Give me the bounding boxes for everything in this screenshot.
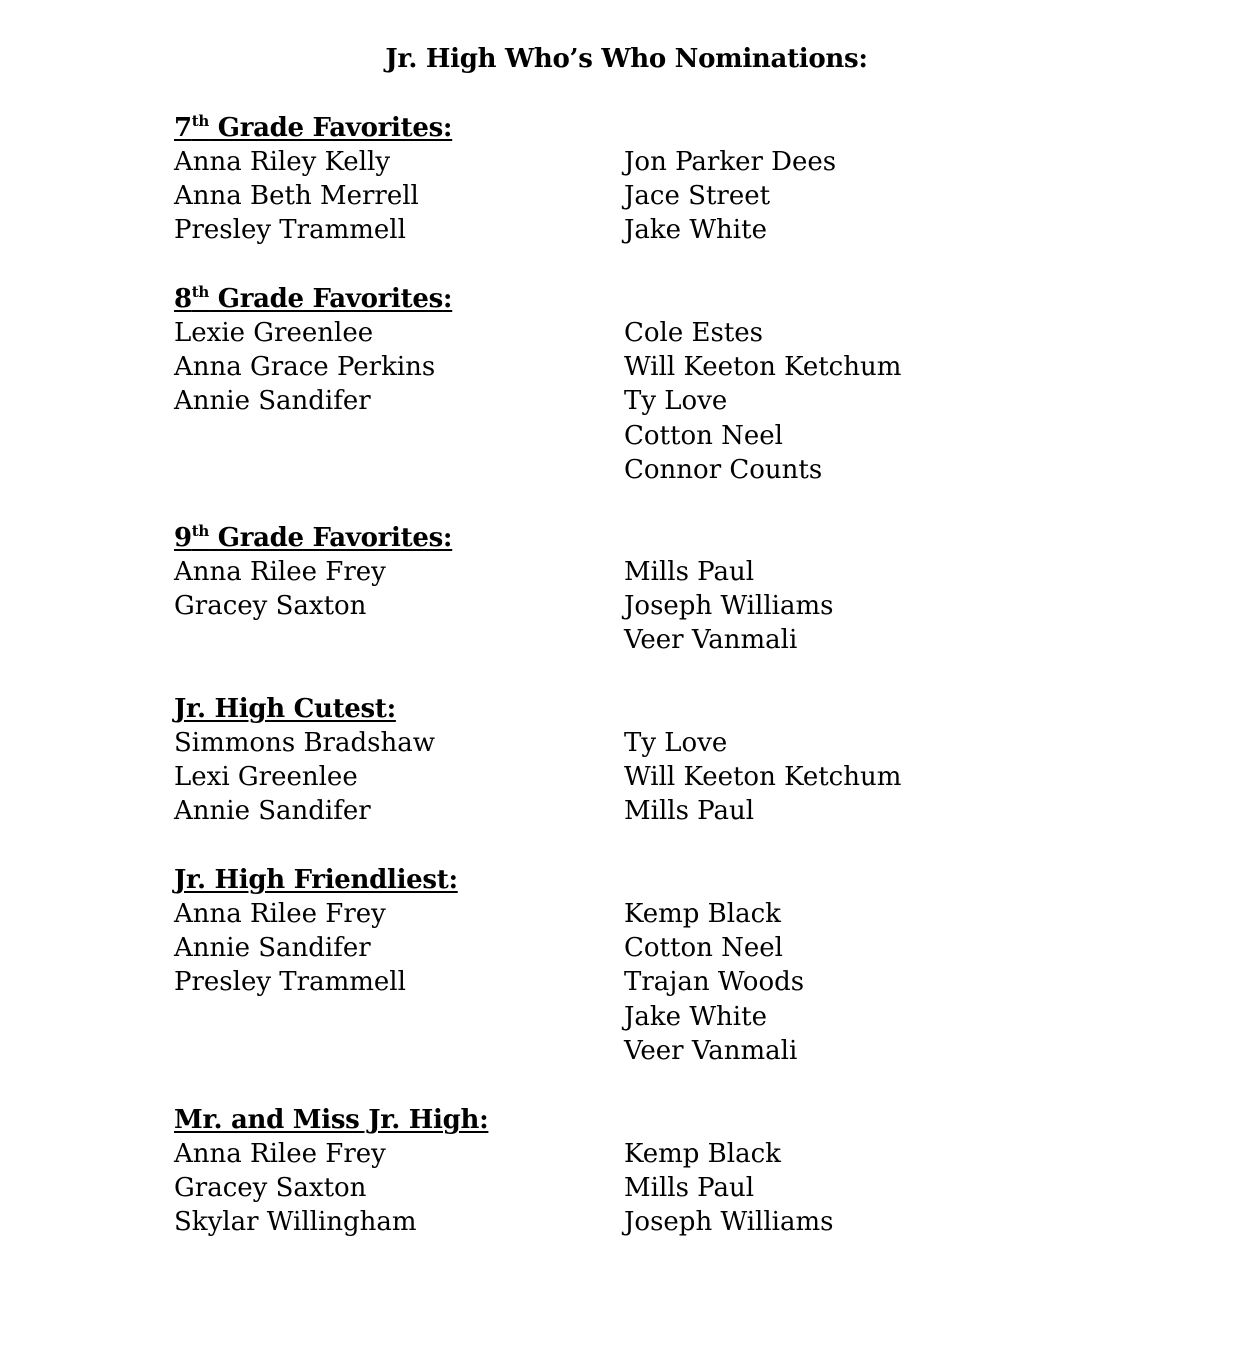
nominee-name: Ty Love	[624, 728, 728, 758]
grade-number: 7	[174, 113, 192, 143]
section-7th-grade-favorites	[174, 111, 1134, 248]
nominee-list-right	[624, 316, 1104, 487]
nominee-name: Will Keeton Ketchum	[624, 352, 902, 383]
nominee-columns	[174, 316, 1134, 487]
section-heading: Jr. High Cutest:	[174, 694, 396, 724]
nominee-name: Annie Sandifer	[174, 796, 371, 827]
grade-suffix: th	[191, 522, 210, 540]
section-heading	[174, 521, 1134, 555]
nominee-name: Veer Vanmali	[624, 625, 798, 656]
nominee-name: Will Keeton Ketchum	[624, 762, 902, 793]
nominee-name: Jake White	[624, 215, 767, 246]
nominee-name: Cole Estes	[624, 318, 764, 348]
section-heading	[174, 111, 1134, 145]
nominee-list-right	[624, 1137, 1104, 1240]
heading-text: Grade Favorites:	[209, 284, 453, 314]
nominee-columns	[174, 897, 1134, 1068]
nominee-name: Presley Trammell	[174, 967, 406, 998]
nominee-columns	[174, 145, 1134, 248]
nominee-name: Anna Grace Perkins	[174, 352, 436, 383]
nominee-name: Trajan Woods	[624, 967, 805, 998]
document-title: Jr. High Who’s Who Nominations:	[385, 44, 868, 74]
nominee-name: Gracey Saxton	[174, 591, 367, 622]
nominee-name: Mills Paul	[624, 1173, 755, 1204]
nominee-name: Jace Street	[624, 181, 771, 212]
nominee-list-left	[174, 897, 624, 1068]
nominee-name: Gracey Saxton	[174, 1173, 367, 1204]
nominee-list-right	[624, 897, 1104, 1068]
nominee-list-right	[624, 145, 1104, 248]
section-heading: Jr. High Friendliest:	[174, 865, 458, 895]
nominee-list-left	[174, 726, 624, 829]
nominee-columns	[174, 555, 1134, 658]
nominee-name: Anna Riley Kelly	[174, 147, 391, 177]
nominee-name: Lexie Greenlee	[174, 318, 374, 348]
nominee-columns	[174, 726, 1134, 829]
nominee-name: Mills Paul	[624, 557, 755, 587]
grade-number: 8	[174, 284, 192, 314]
nominee-name: Jon Parker Dees	[624, 147, 837, 177]
section-mr-and-miss-jr-high	[174, 1103, 1134, 1240]
section-heading	[174, 282, 1134, 316]
nominee-name: Lexi Greenlee	[174, 762, 358, 793]
nominee-name: Connor Counts	[624, 454, 823, 485]
nominee-list-right	[624, 555, 1104, 658]
section-9th-grade-favorites	[174, 521, 1134, 658]
nominee-name: Annie Sandifer	[174, 386, 371, 417]
nominee-name: Cotton Neel	[624, 420, 783, 451]
grade-suffix: th	[191, 112, 210, 130]
nominee-list-left	[174, 1137, 624, 1240]
nominee-list-right	[624, 726, 1104, 829]
nominee-name: Simmons Bradshaw	[174, 728, 435, 758]
section-jr-high-cutest	[174, 692, 1134, 829]
grade-number: 9	[174, 523, 192, 553]
nominee-name: Mills Paul	[624, 796, 755, 827]
nominee-name: Anna Rilee Frey	[174, 899, 386, 929]
section-heading: Mr. and Miss Jr. High:	[174, 1105, 489, 1135]
nominee-name: Annie Sandifer	[174, 933, 371, 964]
nominee-columns	[174, 1137, 1134, 1240]
heading-text: Grade Favorites:	[209, 113, 453, 143]
nominee-name: Anna Rilee Frey	[174, 1139, 386, 1169]
nominee-name: Jake White	[624, 1001, 767, 1032]
section-8th-grade-favorites	[174, 282, 1134, 487]
heading-text: Grade Favorites:	[209, 523, 453, 553]
nominee-name: Veer Vanmali	[624, 1035, 798, 1066]
nominee-list-left	[174, 316, 624, 487]
nominee-name: Anna Rilee Frey	[174, 557, 386, 587]
nominee-name: Kemp Black	[624, 1139, 781, 1169]
nominee-name: Cotton Neel	[624, 933, 783, 964]
section-jr-high-friendliest	[174, 863, 1134, 1068]
nominee-name: Skylar Willingham	[174, 1207, 417, 1238]
grade-suffix: th	[191, 283, 210, 301]
nominee-name: Anna Beth Merrell	[174, 181, 419, 212]
nominee-name: Joseph Williams	[624, 591, 834, 622]
nominee-name: Kemp Black	[624, 899, 781, 929]
nominee-name: Ty Love	[624, 386, 728, 417]
nominee-list-left	[174, 145, 624, 248]
nominee-name: Joseph Williams	[624, 1207, 834, 1238]
nominee-list-left	[174, 555, 624, 658]
nominee-name: Presley Trammell	[174, 215, 406, 246]
